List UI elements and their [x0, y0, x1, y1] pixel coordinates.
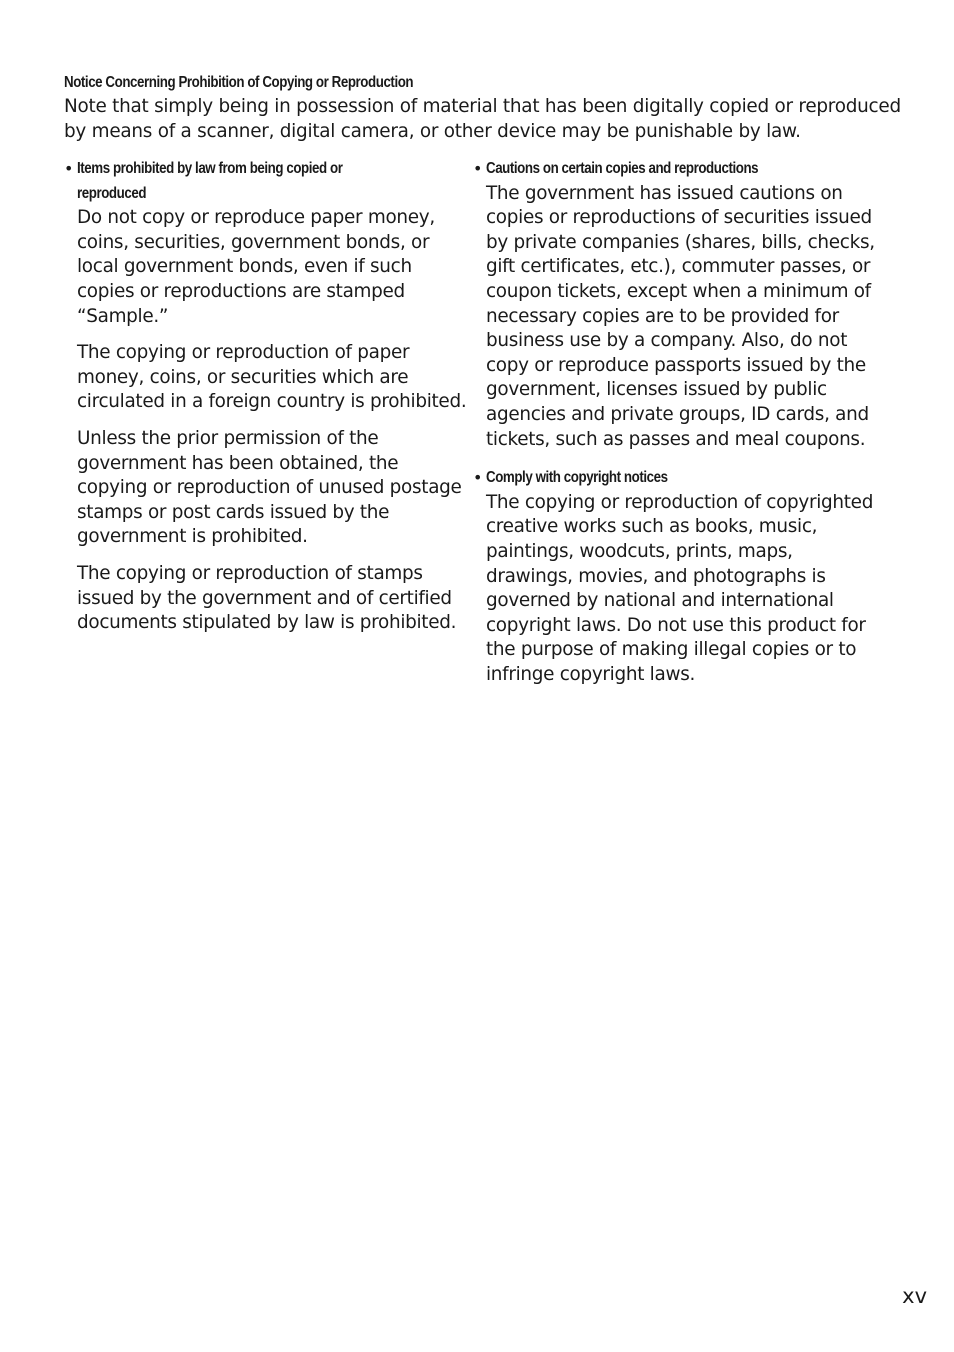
paragraph-line: copying or reproduction of unused postage — [77, 477, 462, 499]
paragraph-line: by private companies (shares, bills, checks, — [486, 231, 875, 253]
section-items-prohibited — [64, 157, 467, 636]
notice-body — [64, 95, 901, 144]
paragraph-line: drawings, movies, and photographs is — [486, 565, 826, 587]
paragraph-line: tickets, such as passes and meal coupons. — [486, 428, 866, 450]
paragraph-line: government, licenses issued by public — [486, 379, 827, 401]
section-heading-line: Items prohibited by law from being copied or — [77, 160, 343, 177]
paragraph-line: coupon tickets, except when a minimum of — [486, 280, 871, 302]
section-heading — [486, 466, 815, 491]
bullet-icon: • — [64, 159, 74, 178]
paragraph-line: the purpose of making illegal copies or to — [486, 639, 857, 661]
paragraph-line: The copying or reproduction of stamps — [77, 562, 423, 584]
paragraph-line: necessary copies are to be provided for — [486, 305, 839, 327]
paragraph-line: The government has issued cautions on — [486, 182, 843, 204]
paragraph-line: copies or reproductions of securities issued — [486, 207, 872, 229]
paragraph-line: infringe copyright laws. — [486, 663, 696, 685]
paragraph-line: issued by the government and of certified — [77, 587, 452, 609]
section-heading — [486, 157, 815, 182]
paragraph-line: The copying or reproduction of paper — [77, 342, 410, 364]
paragraph-line: government has been obtained, the — [77, 452, 399, 474]
paragraph — [486, 491, 874, 688]
paragraph-line: creative works such as books, music, — [486, 516, 818, 538]
paragraph-line: “Sample.” — [77, 305, 169, 327]
paragraph-line: stamps or post cards issued by the — [77, 501, 390, 523]
right-column — [473, 157, 875, 701]
bullet-icon: • — [473, 468, 483, 488]
bullet-icon: • — [473, 159, 483, 178]
paragraph-line: documents stipulated by law is prohibited. — [77, 612, 457, 634]
paragraph-line: Unless the prior permission of the — [77, 427, 379, 449]
paragraph-line: circulated in a foreign country is prohibited. — [77, 391, 467, 413]
paragraph-line: The copying or reproduction of copyrighted — [486, 491, 874, 513]
paragraph-line: business use by a company. Also, do not — [486, 330, 848, 352]
paragraph-line: coins, securities, government bonds, or — [77, 231, 430, 253]
section-heading-line: Cautions on certain copies and reproductions — [486, 160, 759, 177]
paragraph-line: Do not copy or reproduce paper money, — [77, 207, 435, 229]
section-heading-line: Comply with copyright notices — [486, 469, 668, 487]
paragraph-line: gift certificates, etc.), commuter passes, or — [486, 256, 871, 278]
paragraph — [77, 427, 462, 550]
paragraph-line: agencies and private groups, ID cards, and — [486, 403, 869, 425]
paragraph-line: copyright laws. Do not use this product for — [486, 614, 866, 636]
left-column — [64, 157, 467, 650]
paragraph-line: local government bonds, even if such — [77, 256, 412, 278]
paragraph-line: government is prohibited. — [77, 526, 308, 548]
paragraph — [77, 206, 459, 329]
paragraph-line: copies or reproductions are stamped — [77, 280, 405, 302]
notice-body-line: by means of a scanner, digital camera, or other device may be punishable by law. — [64, 120, 801, 142]
paragraph-line: copy or reproduce passports issued by the — [486, 354, 866, 376]
section-cautions — [473, 157, 875, 452]
paragraph — [77, 562, 459, 636]
paragraph-line: governed by national and international — [486, 590, 834, 612]
paragraph — [486, 182, 875, 453]
section-copyright — [473, 466, 874, 687]
page-number: xv — [902, 1284, 927, 1308]
notice-body-line: Note that simply being in possession of material that has been digitally copied or reproduced — [64, 96, 901, 117]
notice-title: Notice Concerning Prohibition of Copying or Reproduction — [64, 74, 414, 91]
paragraph-line: paintings, woodcuts, prints, maps, — [486, 540, 793, 562]
section-heading-line: reproduced — [77, 184, 147, 202]
section-heading — [77, 157, 406, 206]
paragraph-line: money, coins, or securities which are — [77, 366, 409, 388]
paragraph — [77, 341, 467, 415]
